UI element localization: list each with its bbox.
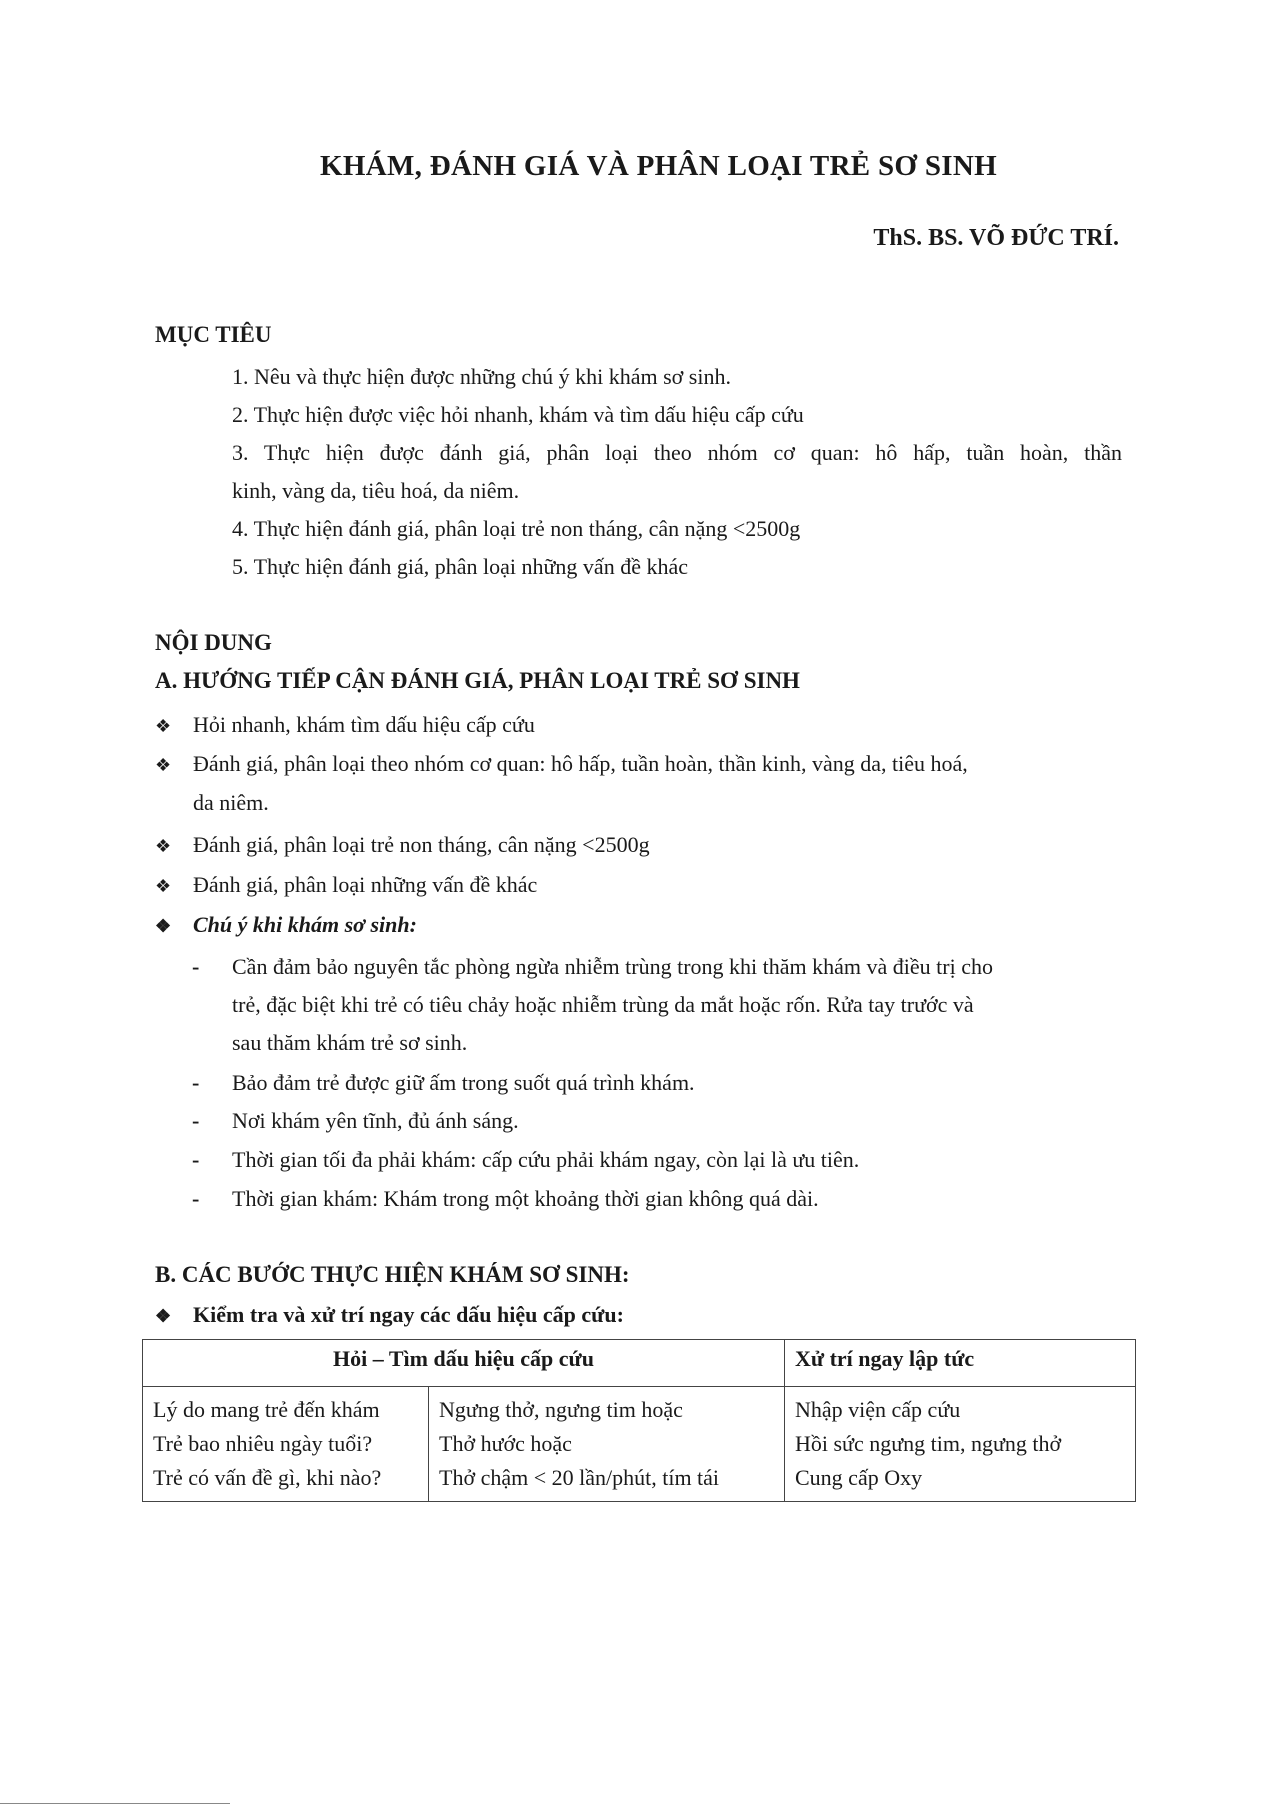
diamond-bullet-icon: ❖ (155, 755, 172, 775)
objective-item-5: 5. Thực hiện đánh giá, phân loại những vấn đề khác (232, 554, 688, 579)
note-2 (192, 1064, 695, 1102)
dash-bullet-icon: - (192, 1070, 200, 1095)
note-4 (192, 1141, 859, 1179)
objective-item-1: 1. Nêu và thực hiện được những chú ý khi khám sơ sinh. (232, 364, 731, 389)
section-a-bullet-2-cont: da niêm. (193, 790, 269, 815)
table-cell-actions (785, 1387, 1136, 1502)
note-text: Thời gian tối đa phải khám: cấp cứu phải khám ngay, còn lại là ưu tiên. (232, 1147, 860, 1172)
note-text: Thời gian khám: Khám trong một khoảng thời gian không quá dài. (232, 1186, 819, 1211)
objective-item-3-line1: 3. Thực hiện được đánh giá, phân loại theo nhóm cơ quan: hô hấp, tuần hoàn, thần (232, 440, 1122, 465)
section-a-bullet-4 (155, 866, 537, 905)
dash-bullet-icon: - (192, 1186, 200, 1211)
bullet-text: Đánh giá, phân loại trẻ non tháng, cân nặng <2500g (193, 832, 650, 857)
diamond-bullet-icon: ❖ (155, 1306, 172, 1326)
table-cell-questions (143, 1387, 429, 1502)
table-cell-line: Ngưng thở, ngưng tim hoặc (439, 1397, 683, 1422)
note-text: Nơi khám yên tĩnh, đủ ánh sáng. (232, 1108, 519, 1133)
bullet-text: Đánh giá, phân loại theo nhóm cơ quan: hô hấp, tuần hoàn, thần kinh, vàng da, tiêu hoá, (193, 751, 968, 776)
section-b-subheading-row (155, 1296, 624, 1335)
author-name: ThS. BS. VÕ ĐỨC TRÍ. (873, 225, 1119, 251)
note-text: Cần đảm bảo nguyên tắc phòng ngừa nhiễm trùng trong khi thăm khám và điều trị cho (232, 954, 993, 979)
objectives-heading: MỤC TIÊU (155, 322, 272, 347)
table-cell-line: Thở hước hoặc (439, 1431, 572, 1456)
document-title: KHÁM, ĐÁNH GIÁ VÀ PHÂN LOẠI TRẺ SƠ SINH (320, 150, 997, 182)
diamond-bullet-icon: ❖ (155, 716, 172, 736)
bullet-text: Hỏi nhanh, khám tìm dấu hiệu cấp cứu (193, 712, 535, 737)
table-cell-line: Trẻ bao nhiêu ngày tuổi? (153, 1431, 373, 1456)
section-a-bullet-3 (155, 826, 650, 865)
table-cell-line: Cung cấp Oxy (795, 1465, 923, 1490)
dash-bullet-icon: - (192, 1108, 200, 1133)
note-1-cont-1: trẻ, đặc biệt khi trẻ có tiêu chảy hoặc nhiễm trùng da mắt hoặc rốn. Rửa tay trước và (232, 992, 974, 1017)
dash-bullet-icon: - (192, 954, 200, 979)
table-cell-line: Hồi sức ngưng tim, ngưng thở (795, 1431, 1062, 1456)
objective-item-2: 2. Thực hiện được việc hỏi nhanh, khám và tìm dấu hiệu cấp cứu (232, 402, 804, 427)
table-cell-line: Nhập viện cấp cứu (795, 1397, 961, 1422)
note-text: Bảo đảm trẻ được giữ ấm trong suốt quá trình khám. (232, 1070, 695, 1095)
objective-item-4: 4. Thực hiện đánh giá, phân loại trẻ non tháng, cân nặng <2500g (232, 516, 801, 541)
table-header-ask: Hỏi – Tìm dấu hiệu cấp cứu (143, 1340, 785, 1387)
note-1-cont-2: sau thăm khám trẻ sơ sinh. (232, 1030, 468, 1055)
table-row (143, 1387, 1136, 1502)
bullet-text: Đánh giá, phân loại những vấn đề khác (193, 872, 538, 897)
emergency-signs-table (142, 1339, 1136, 1502)
notes-heading: Chú ý khi khám sơ sinh: (193, 912, 417, 937)
table-cell-line: Lý do mang trẻ đến khám (153, 1397, 380, 1422)
diamond-bullet-icon: ❖ (155, 876, 172, 896)
section-a-heading: A. HƯỚNG TIẾP CẬN ĐÁNH GIÁ, PHÂN LOẠI TRẺ SƠ SINH (155, 668, 800, 693)
note-3 (192, 1102, 519, 1140)
note-1 (192, 948, 1122, 986)
section-b-heading: B. CÁC BƯỚC THỰC HIỆN KHÁM SƠ SINH: (155, 1262, 630, 1287)
table-cell-line: Thở chậm < 20 lần/phút, tím tái (439, 1465, 720, 1490)
dash-bullet-icon: - (192, 1147, 200, 1172)
objective-item-3-cont: kinh, vàng da, tiêu hoá, da niêm. (232, 478, 520, 503)
diamond-bullet-icon: ❖ (155, 836, 172, 856)
section-a-bullet-1 (155, 706, 535, 745)
note-5 (192, 1180, 819, 1218)
notes-heading-row (155, 906, 417, 945)
section-a-bullet-2 (155, 745, 1123, 784)
table-header-row (143, 1340, 1136, 1387)
table-cell-signs (429, 1387, 785, 1502)
objective-item-3 (232, 434, 1122, 472)
diamond-bullet-icon: ❖ (155, 916, 172, 936)
page-bottom-rule (0, 1803, 230, 1804)
table-header-action: Xử trí ngay lập tức (785, 1340, 1136, 1387)
table-cell-line: Trẻ có vấn đề gì, khi nào? (153, 1465, 382, 1490)
section-b-subheading: Kiểm tra và xử trí ngay các dấu hiệu cấp cứu: (193, 1302, 624, 1327)
content-heading: NỘI DUNG (155, 630, 272, 655)
